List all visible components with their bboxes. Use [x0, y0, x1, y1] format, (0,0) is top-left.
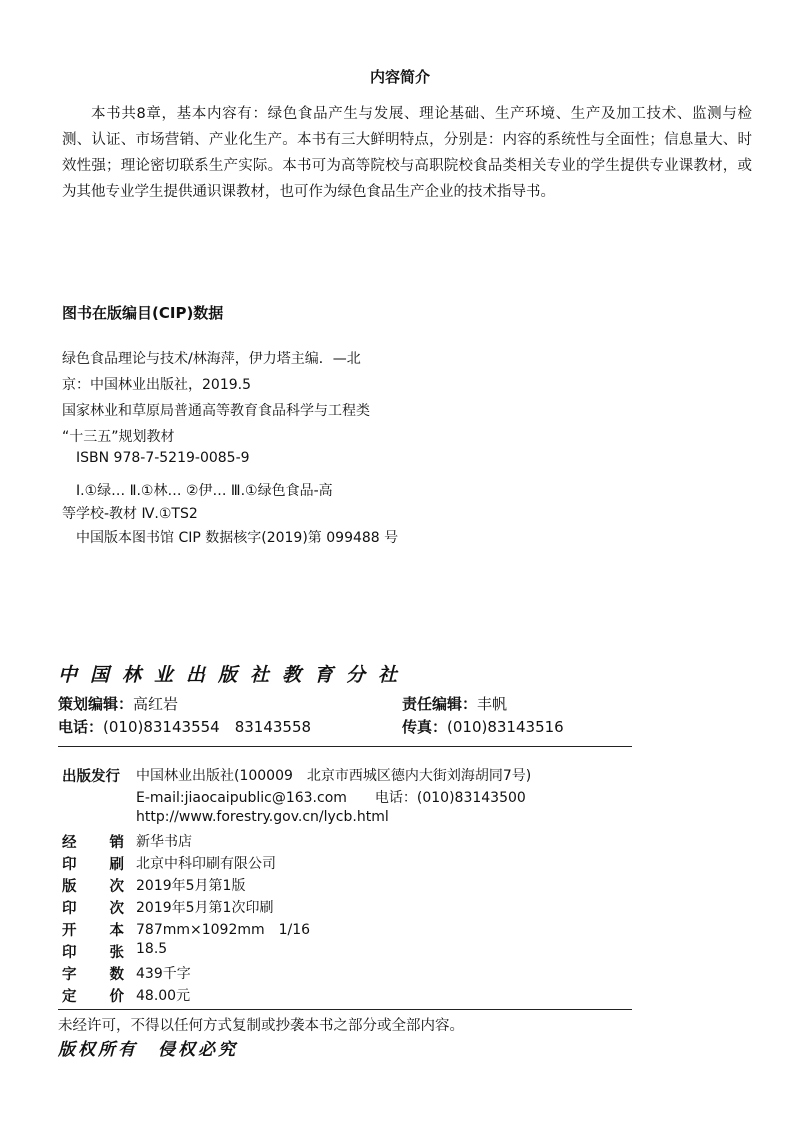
- copyright-notice: 未经许可，不得以任何方式复制或抄袭本书之部分或全部内容。: [58, 1018, 464, 1034]
- phone: [58, 716, 311, 737]
- info-value: 439千字: [136, 966, 191, 982]
- label-print-2: 刷: [109, 857, 124, 873]
- intro-title: 内容简介: [369, 68, 430, 86]
- info-label: [62, 985, 124, 1006]
- divider-bottom: [58, 1009, 632, 1010]
- info-label: [62, 941, 124, 962]
- label-impression: 印: [62, 901, 77, 917]
- info-label: [62, 831, 124, 852]
- info-value: 新华书店: [136, 834, 192, 850]
- label-sale: 经: [62, 835, 77, 851]
- info-label: [62, 919, 124, 940]
- phone-label: 电话：: [58, 718, 104, 736]
- cip-line: Ⅰ.①绿… Ⅱ.①林… ②伊… Ⅲ.①绿色食品-高: [76, 483, 333, 499]
- info-value: http://www.forestry.gov.cn/lycb.html: [136, 809, 389, 825]
- label-print: 印: [62, 857, 77, 873]
- label-format: 开: [62, 923, 77, 939]
- publisher-name: 中国林业出版社教育分社: [58, 664, 411, 686]
- label-edition-2: 次: [109, 879, 124, 895]
- info-label: [62, 853, 124, 874]
- responsible-editor-value: 丰帆: [477, 695, 508, 713]
- responsible-editor: [402, 693, 507, 714]
- info-value: 北京中科印刷有限公司: [136, 856, 276, 872]
- cip-line: 中国版本图书馆 CIP 数据核字(2019)第 099488 号: [76, 530, 399, 546]
- responsible-editor-label: 责任编辑：: [402, 695, 478, 713]
- label-impression-2: 次: [109, 901, 124, 917]
- info-value: E-mail:jiaocaipublic@163.com 电话：(010)83143500: [136, 790, 526, 806]
- info-label: [62, 897, 124, 918]
- label-price-2: 价: [109, 989, 124, 1005]
- planning-editor-label: 策划编辑：: [58, 695, 134, 713]
- info-label: [62, 875, 124, 896]
- cip-line: 京：中国林业出版社，2019.5: [62, 377, 251, 393]
- info-label: [62, 963, 124, 984]
- cip-title: 图书在版编目(CIP)数据: [62, 304, 224, 322]
- cip-line: ISBN 978-7-5219-0085-9: [76, 450, 250, 466]
- cip-line: 等学校-教材 Ⅳ.①TS2: [62, 506, 198, 522]
- rights-reserved: 版权所有 侵权必究: [58, 1040, 238, 1060]
- label-words: 字: [62, 967, 77, 983]
- label-sale-2: 销: [109, 835, 124, 851]
- intro-paragraph: 本书共8章，基本内容有：绿色食品产生与发展、理论基础、生产环境、生产及加工技术、监测与检测、认证、市场营销、产业化生产。本书有三大鲜明特点，分别是：内容的系统性与全面性；信息量大、时效性强；理论密切联系生产实际。本书可为高等院校与高职院校食品类相关专业的学生提供专业课教材，或为其他专业学生提供通识课教材，也可作为绿色食品生产企业的技术指导书。: [62, 106, 752, 200]
- label-sheets: 印: [62, 945, 77, 961]
- info-value: 787mm×1092mm 1/16: [136, 922, 311, 938]
- label-price: 定: [62, 989, 77, 1005]
- label-sheets-2: 张: [109, 945, 124, 961]
- label-words-2: 数: [109, 967, 124, 983]
- cip-line: “十三五”规划教材: [62, 429, 175, 445]
- cip-line: 国家林业和草原局普通高等教育食品科学与工程类: [62, 403, 370, 419]
- label-format-2: 本: [109, 923, 124, 939]
- fax-value: (010)83143516: [447, 718, 564, 736]
- fax: [402, 716, 564, 737]
- phone-value: (010)83143554 83143558: [103, 718, 312, 736]
- label-edition: 版: [62, 879, 77, 895]
- info-value: 2019年5月第1版: [136, 878, 246, 894]
- planning-editor-value: 高红岩: [133, 695, 179, 713]
- info-value: 48.00元: [136, 988, 191, 1004]
- info-label: 出版发行: [62, 769, 120, 785]
- planning-editor: [58, 693, 178, 714]
- cip-line: 绿色食品理论与技术/林海萍，伊力塔主编．—北: [62, 351, 361, 367]
- info-value: 18.5: [136, 941, 168, 957]
- info-value: 2019年5月第1次印刷: [136, 900, 274, 916]
- divider-top: [58, 746, 632, 747]
- info-value: 中国林业出版社(100009 北京市西城区德内大街刘海胡同7号): [136, 768, 532, 784]
- fax-label: 传真：: [402, 718, 448, 736]
